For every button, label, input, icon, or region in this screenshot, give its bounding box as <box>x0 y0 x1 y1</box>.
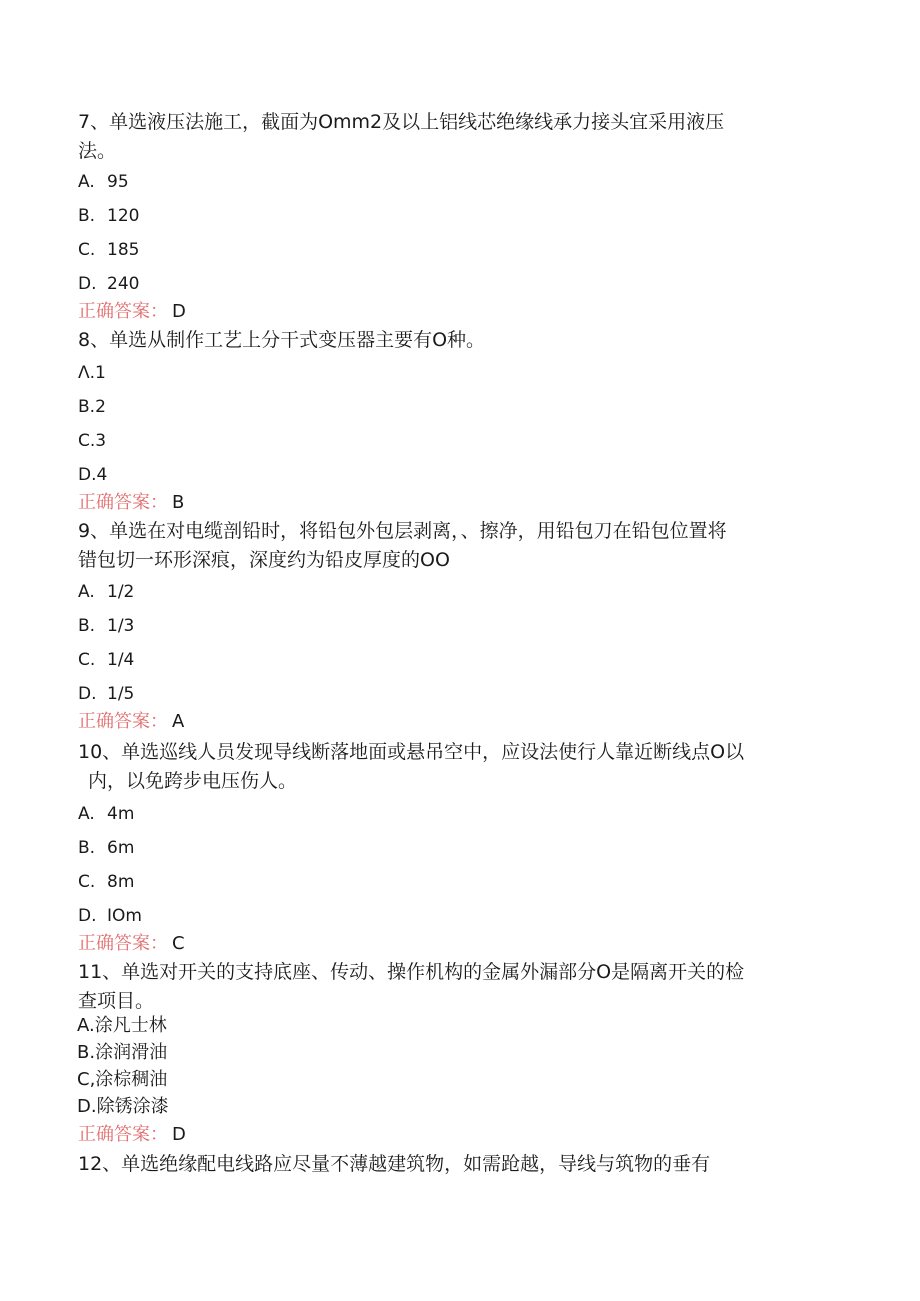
question-11-option-b: B.涂润滑油 <box>77 1042 168 1063</box>
option-text: 1/2 <box>107 582 135 602</box>
question-9-option-c <box>78 649 134 671</box>
answer-value: B <box>172 492 185 513</box>
question-7-text-cont: 法。 <box>78 140 117 162</box>
question-8-answer <box>78 491 184 515</box>
question-11-option-d: D.除锈涂漆 <box>77 1096 169 1117</box>
question-10-text: 10、单选巡线人员发现导线断落地面或悬吊空中，应设法使行人靠近断线点O以 <box>78 741 745 763</box>
question-7-option-b <box>78 205 139 227</box>
option-label: D. <box>78 274 97 294</box>
answer-label: 正确答案： <box>78 301 168 322</box>
question-8-text: 8、单选从制作工艺上分干式变压器主要有O种。 <box>78 329 486 351</box>
option-text: 185 <box>107 240 140 260</box>
answer-value: C <box>172 933 185 954</box>
question-10-option-d <box>78 905 142 927</box>
question-9-text: 9、单选在对电缆剖铅时，将铅包外包层剥离，、擦净，用铅包刀在铅包位置将 <box>78 520 727 542</box>
option-label: A. <box>78 172 95 192</box>
option-label: D. <box>78 684 97 704</box>
option-label: C. <box>78 872 96 892</box>
option-text: 4m <box>107 804 135 824</box>
question-11-text: 11、单选对开关的支持底座、传动、操作机构的金属外漏部分O是隔离开关的检 <box>78 961 745 983</box>
question-9-option-d <box>78 683 134 705</box>
answer-label: 正确答案： <box>78 492 168 513</box>
question-9-answer <box>78 710 184 734</box>
option-label: B. <box>78 206 96 226</box>
option-text: IOm <box>107 906 142 926</box>
option-text: 6m <box>107 838 135 858</box>
option-text: 240 <box>107 274 140 294</box>
question-10-text-cont: 内，以免跨步电压伤人。 <box>88 770 298 792</box>
answer-value: A <box>172 711 185 732</box>
question-9-option-a <box>78 581 134 603</box>
answer-value: D <box>172 1124 186 1145</box>
question-9-text-cont: 错包切一环形深痕，深度约为铅皮厚度的OO <box>78 549 450 571</box>
question-7-option-d <box>78 273 139 295</box>
option-text: 1/5 <box>107 684 135 704</box>
answer-label: 正确答案： <box>78 711 168 732</box>
question-7-option-c <box>78 239 139 261</box>
answer-value: D <box>172 301 186 322</box>
question-12-text: 12、单选绝缘配电线路应尽量不薄越建筑物，如需跄越，导线与筑物的垂有 <box>78 1153 711 1175</box>
option-label: C. <box>78 240 96 260</box>
question-9-option-b <box>78 615 134 637</box>
answer-label: 正确答案： <box>78 1124 168 1145</box>
option-text: 95 <box>107 172 129 192</box>
question-7-text: 7、单选液压法施工，截面为Omm2及以上铝线芯绝缘线承力接头宜采用液压 <box>78 111 725 133</box>
option-label: C. <box>78 650 96 670</box>
option-text: 1/3 <box>107 616 135 636</box>
question-11-text-cont: 查项目。 <box>78 990 155 1012</box>
question-10-option-c <box>78 871 134 893</box>
question-7-option-a <box>78 171 129 193</box>
question-8-option-a: Λ.1 <box>78 363 106 383</box>
option-label: B. <box>78 838 96 858</box>
question-8-option-c: C.3 <box>78 431 107 451</box>
option-text: 1/4 <box>107 650 135 670</box>
question-8-option-b: B.2 <box>78 397 106 417</box>
question-11-answer <box>78 1123 186 1147</box>
question-11-option-a: A.涂凡士林 <box>77 1015 167 1036</box>
option-label: A. <box>78 582 95 602</box>
option-text: 120 <box>107 206 140 226</box>
question-11-option-c: C,涂棕稠油 <box>77 1069 168 1090</box>
question-8-option-d: D.4 <box>78 465 108 485</box>
option-text: 8m <box>107 872 135 892</box>
answer-label: 正确答案： <box>78 933 168 954</box>
question-10-option-b <box>78 837 134 859</box>
option-label: B. <box>78 616 96 636</box>
question-7-answer <box>78 300 186 324</box>
option-label: D. <box>78 906 97 926</box>
question-10-answer <box>78 932 185 956</box>
question-10-option-a <box>78 803 134 825</box>
option-label: A. <box>78 804 95 824</box>
